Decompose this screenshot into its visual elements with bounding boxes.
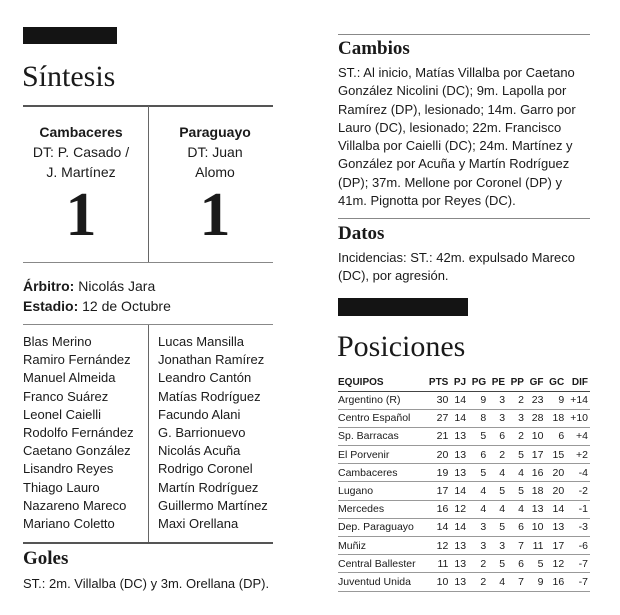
stat-cell: 3 xyxy=(488,391,507,409)
away-coach-line2: Alomo xyxy=(195,164,235,180)
stat-cell: 12 xyxy=(545,555,566,573)
table-row xyxy=(338,537,590,555)
stat-cell: 28 xyxy=(526,409,546,427)
stat-cell: 5 xyxy=(488,555,507,573)
player-name: Ramiro Fernández xyxy=(23,352,131,368)
stat-cell: 4 xyxy=(488,464,507,482)
stat-cell: +14 xyxy=(566,391,590,409)
team-cell: Argentino (R) xyxy=(338,391,425,409)
stat-cell: 20 xyxy=(545,464,566,482)
stat-cell: 4 xyxy=(468,482,488,500)
player-name: Franco Suárez xyxy=(23,388,109,404)
stat-cell: 3 xyxy=(488,409,507,427)
team-cell: Lugano xyxy=(338,482,425,500)
cambios-text xyxy=(338,64,598,210)
stat-cell: 2 xyxy=(468,573,488,591)
match-officials xyxy=(23,276,273,316)
datos-line: (DC), por agresión. xyxy=(338,268,449,284)
stat-cell: -3 xyxy=(566,518,590,536)
stat-cell: 16 xyxy=(545,573,566,591)
stat-cell: 6 xyxy=(468,446,488,464)
stat-cell: 2 xyxy=(507,391,526,409)
table-row xyxy=(338,500,590,518)
datos-text xyxy=(338,249,598,286)
cambios-title: Cambios xyxy=(338,38,410,59)
stat-cell: 21 xyxy=(425,427,451,445)
team-cell: Sp. Barracas xyxy=(338,427,425,445)
stat-cell: 10 xyxy=(526,518,546,536)
stat-cell: +4 xyxy=(566,427,590,445)
stat-cell: 27 xyxy=(425,409,451,427)
stat-cell: 13 xyxy=(450,446,468,464)
column-header: PJ xyxy=(453,376,467,388)
column-header: DIF xyxy=(571,376,588,388)
player-name: Mariano Coletto xyxy=(23,516,115,532)
column-header: PTS xyxy=(428,376,449,388)
stadium-label: Estadio: xyxy=(23,298,79,314)
stat-cell: 18 xyxy=(545,409,566,427)
stat-cell: 2 xyxy=(507,427,526,445)
table-row xyxy=(338,391,590,409)
table-row xyxy=(338,446,590,464)
column-header: PG xyxy=(471,376,487,388)
player-name: Martín Rodríguez xyxy=(158,479,259,495)
stat-cell: 6 xyxy=(545,427,566,445)
stat-cell: 16 xyxy=(526,464,546,482)
stat-cell: 10 xyxy=(526,427,546,445)
divider xyxy=(23,262,273,263)
cambios-line: Lauro (DC), lesionado; 22m. Francisco xyxy=(338,119,562,135)
cambios-line: 41m. Pignotta por Reyes (DC). xyxy=(338,193,516,209)
player-name: Facundo Alani xyxy=(158,406,241,422)
cambios-line: Ramírez (DP), lesionado; 14m. Garro por xyxy=(338,101,576,117)
team-cell: Muñiz xyxy=(338,537,425,555)
stat-cell: 5 xyxy=(468,464,488,482)
stat-cell: 13 xyxy=(545,518,566,536)
stat-cell: 3 xyxy=(468,537,488,555)
stat-cell: 13 xyxy=(450,555,468,573)
stat-cell: 23 xyxy=(526,391,546,409)
team-cell: Cambaceres xyxy=(338,464,425,482)
table-row xyxy=(338,464,590,482)
home-coach-line1: DT: P. Casado / xyxy=(32,144,130,160)
stat-cell: 6 xyxy=(488,427,507,445)
column-header: PP xyxy=(510,376,524,388)
stat-cell: 9 xyxy=(468,391,488,409)
team-cell: Central Ballester xyxy=(338,555,425,573)
stat-cell: -2 xyxy=(566,482,590,500)
table-row xyxy=(338,518,590,536)
referee-name: Nicolás Jara xyxy=(78,278,156,294)
stat-cell: 20 xyxy=(425,446,451,464)
stat-cell: 4 xyxy=(507,500,526,518)
player-name: Lucas Mansilla xyxy=(158,334,244,349)
stat-cell: 14 xyxy=(450,482,468,500)
stat-cell: 5 xyxy=(526,555,546,573)
stat-cell: 13 xyxy=(450,537,468,555)
stat-cell: 14 xyxy=(450,518,468,536)
player-name: Leonel Caielli xyxy=(23,406,102,422)
stat-cell: 8 xyxy=(468,409,488,427)
stat-cell: 13 xyxy=(450,464,468,482)
player-name: G. Barrionuevo xyxy=(158,425,246,441)
stat-cell: 18 xyxy=(526,482,546,500)
divider xyxy=(23,542,273,544)
cambios-line: Villalba por Caielli (DC); 24m. Martínez y xyxy=(338,138,573,154)
stat-cell: 12 xyxy=(450,500,468,518)
table-row xyxy=(338,555,590,573)
away-lineup xyxy=(158,333,276,533)
referee-row xyxy=(23,276,273,296)
player-name: Manuel Almeida xyxy=(23,370,116,386)
away-team xyxy=(156,122,274,249)
column-header: GF xyxy=(529,376,544,388)
table-row xyxy=(338,573,590,591)
stat-cell: -7 xyxy=(566,573,590,591)
stat-cell: 3 xyxy=(468,518,488,536)
home-score: 1 xyxy=(65,181,97,249)
stat-cell: 16 xyxy=(425,500,451,518)
stat-cell: 6 xyxy=(507,555,526,573)
stat-cell: 4 xyxy=(468,500,488,518)
stat-cell: 5 xyxy=(507,446,526,464)
stat-cell: 7 xyxy=(507,537,526,555)
cambios-line: ST.: Al inicio, Matías Villalba por Caetano xyxy=(338,65,575,80)
stat-cell: 5 xyxy=(468,427,488,445)
stat-cell: 5 xyxy=(488,482,507,500)
cambios-line: González Nicolini (DC); 9m. Lapolla por xyxy=(338,83,567,99)
player-name: Rodolfo Fernández xyxy=(23,425,134,441)
player-name: Caetano González xyxy=(23,443,131,459)
sintesis-title: Síntesis xyxy=(22,60,116,93)
table-row xyxy=(338,427,590,445)
away-team-name: Paraguayo xyxy=(179,124,251,140)
player-name: Leandro Cantón xyxy=(158,370,252,386)
stat-cell: 2 xyxy=(488,446,507,464)
stat-cell: +2 xyxy=(566,446,590,464)
stat-cell: 4 xyxy=(488,573,507,591)
away-score: 1 xyxy=(199,181,231,249)
goles-text: ST.: 2m. Villalba (DC) y 3m. Orellana (DP). xyxy=(23,576,270,591)
stat-cell: -1 xyxy=(566,500,590,518)
divider xyxy=(338,34,590,35)
column-header: GC xyxy=(549,376,565,388)
stat-cell: 14 xyxy=(450,391,468,409)
stat-cell: 13 xyxy=(450,573,468,591)
column-header: EQUIPOS xyxy=(338,376,384,388)
goles-title: Goles xyxy=(23,548,69,569)
stat-cell: 15 xyxy=(545,446,566,464)
stat-cell: 13 xyxy=(526,500,546,518)
team-cell: Juventud Unida xyxy=(338,573,425,591)
datos-line: Incidencias: ST.: 42m. expulsado Mareco xyxy=(338,250,576,265)
player-name: Nicolás Acuña xyxy=(158,443,241,459)
table-row xyxy=(338,409,590,427)
stat-cell: 4 xyxy=(488,500,507,518)
stat-cell: 3 xyxy=(507,409,526,427)
stat-cell: +10 xyxy=(566,409,590,427)
stat-cell: 6 xyxy=(507,518,526,536)
cambios-line: (DP); 37m. Mellone por Coronel (DP) y xyxy=(338,174,562,190)
lineup-divider xyxy=(148,325,149,543)
section-bar-sintesis xyxy=(23,27,117,44)
stadium-name: 12 de Octubre xyxy=(82,298,171,314)
cambios-line: González por Acuña y Martín Rodríguez xyxy=(338,156,570,172)
stat-cell: -6 xyxy=(566,537,590,555)
stat-cell: 9 xyxy=(526,573,546,591)
stat-cell: 14 xyxy=(545,500,566,518)
player-name: Maxi Orellana xyxy=(158,516,239,532)
stat-cell: 3 xyxy=(488,537,507,555)
player-name: Thiago Lauro xyxy=(23,479,100,495)
team-cell: Dep. Paraguayo xyxy=(338,518,425,536)
home-lineup xyxy=(23,333,145,533)
section-bar-posiciones xyxy=(338,298,468,316)
datos-title: Datos xyxy=(338,223,385,244)
posiciones-title: Posiciones xyxy=(337,330,466,363)
table-row xyxy=(338,482,590,500)
stat-cell: 4 xyxy=(507,464,526,482)
stadium-row xyxy=(23,296,273,316)
player-name: Matías Rodríguez xyxy=(158,388,261,404)
stat-cell: 17 xyxy=(425,482,451,500)
stat-cell: 13 xyxy=(450,427,468,445)
home-team xyxy=(23,122,139,249)
stat-cell: 2 xyxy=(468,555,488,573)
stat-cell: 19 xyxy=(425,464,451,482)
player-name: Rodrigo Coronel xyxy=(158,461,253,477)
standings-table xyxy=(338,374,590,592)
stat-cell: 5 xyxy=(488,518,507,536)
player-name: Guillermo Martínez xyxy=(158,497,268,513)
player-name: Nazareno Mareco xyxy=(23,497,127,513)
column-header: PE xyxy=(491,376,506,388)
team-cell: El Porvenir xyxy=(338,446,425,464)
home-team-name: Cambaceres xyxy=(39,124,123,140)
team-cell: Mercedes xyxy=(338,500,425,518)
stat-cell: 20 xyxy=(545,482,566,500)
player-name: Lisandro Reyes xyxy=(23,461,114,477)
stat-cell: 17 xyxy=(545,537,566,555)
stat-cell: 30 xyxy=(425,391,451,409)
stat-cell: 14 xyxy=(450,409,468,427)
standings-header-row xyxy=(338,374,590,391)
stat-cell: -7 xyxy=(566,555,590,573)
stat-cell: 11 xyxy=(526,537,546,555)
stat-cell: 5 xyxy=(507,482,526,500)
player-name: Jonathan Ramírez xyxy=(158,352,265,368)
team-cell: Centro Español xyxy=(338,409,425,427)
standings-body xyxy=(338,391,590,591)
stat-cell: 14 xyxy=(425,518,451,536)
stat-cell: 12 xyxy=(425,537,451,555)
stat-cell: -4 xyxy=(566,464,590,482)
stat-cell: 7 xyxy=(507,573,526,591)
stat-cell: 17 xyxy=(526,446,546,464)
player-name: Blas Merino xyxy=(23,334,92,349)
stat-cell: 10 xyxy=(425,573,451,591)
stat-cell: 11 xyxy=(425,555,451,573)
home-coach-line2: J. Martínez xyxy=(46,164,116,180)
score-divider xyxy=(148,106,149,262)
stat-cell: 9 xyxy=(545,391,566,409)
away-coach-line1: DT: Juan xyxy=(187,144,243,160)
referee-label: Árbitro: xyxy=(23,278,75,294)
divider xyxy=(338,218,590,219)
